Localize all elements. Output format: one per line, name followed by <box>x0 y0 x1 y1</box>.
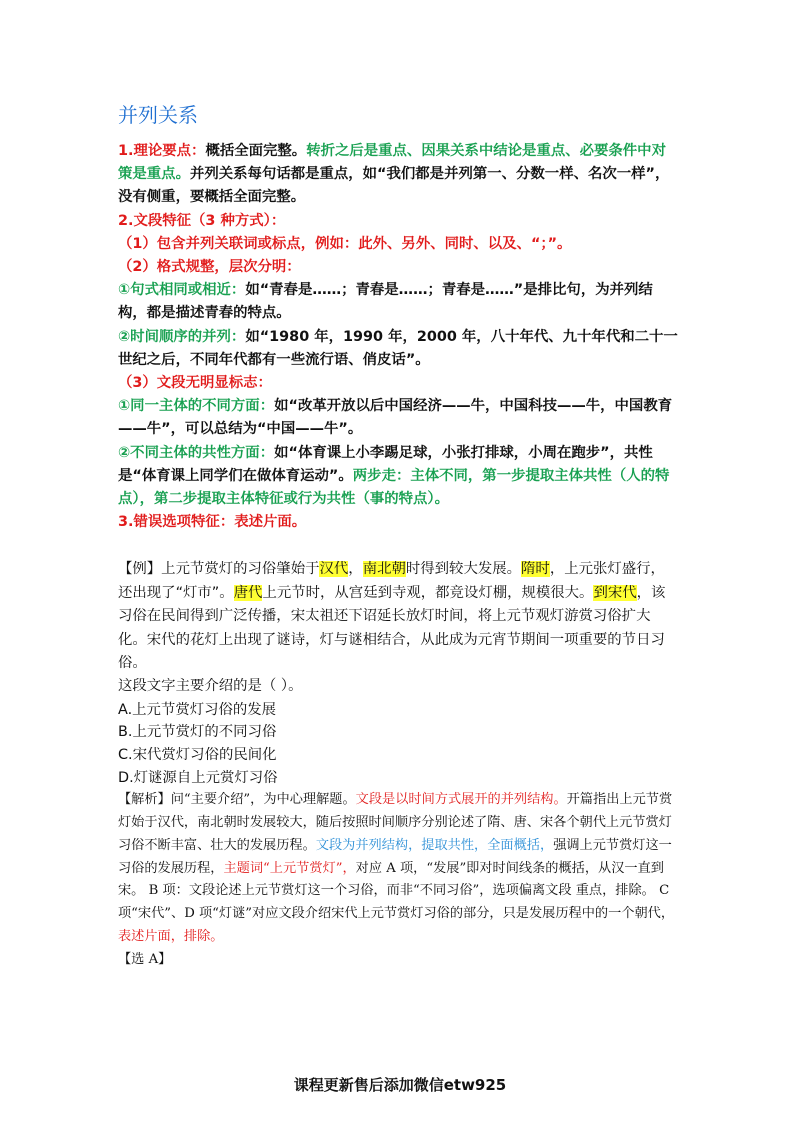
feature-3b-text: 如“体育课上小李踢足球，小张打排球，小周在跑步”，共性是“体育课上同学们在做体育运动”。 <box>118 444 653 484</box>
feature-3: （3）文段无明显标志： <box>118 375 272 392</box>
section-title: 并列关系 <box>118 103 198 127</box>
option-b: B.上元节赏灯的不同习俗 <box>118 724 277 741</box>
feature-2b-text: 如“1980 年，1990 年，2000 年，八十年代、九十年代和二十一世纪之后，不同年代都有一些流行语、俏皮话”。 <box>118 328 678 368</box>
feature-2a-text: 如“青春是……；青春是……；青春是……”是排比句，为并列结构，都是描述青春的特点。 <box>118 282 653 322</box>
answer: 【选 A】 <box>118 951 172 967</box>
feature-1: （1）包含并列关联词或标点，例如：此外、另外、同时、以及、“；”。 <box>118 235 572 252</box>
wrong-text: 表述片面。 <box>234 514 307 531</box>
feature-2: （2）格式规整，层次分明： <box>118 259 301 276</box>
example-text-2: ， <box>348 561 363 578</box>
footer-note: 课程更新售后添加微信etw925 <box>293 1076 507 1094</box>
theory-label: 1.理论要点： <box>118 143 206 159</box>
highlight-han: 汉代 <box>319 561 349 578</box>
analysis-text-2: 开篇指出上元节赏灯始于汉代，南北朝时发展较大，随后按照时间顺序分别论述了隋、唐、宋各个朝代上元节赏灯习俗不断丰富、壮大的发展历程。 <box>118 792 673 853</box>
option-d: D.灯谜源自上元赏灯习俗 <box>118 769 278 786</box>
example-text-4: ，上元张灯盛行，还出现了“灯市”。 <box>118 561 665 601</box>
analysis-text-1: 【解析】问“主要介绍”，为中心理解题。 <box>118 792 356 808</box>
feature-3a-text: 如“改革开放以后中国经济——牛，中国科技——牛，中国教育——牛”，可以总结为“中国——牛”。 <box>118 398 673 438</box>
theory-text-2: 并列关系每句话都是重点，如“我们都是并列第一、分数一样、名次一样”，没有侧重，要概括全面完整。 <box>118 166 670 206</box>
feature-2b <box>118 326 678 372</box>
example-text-1: 【例】上元节赏灯的习俗肇始于 <box>118 561 320 578</box>
features-heading: 2.文段特征（3 种方式）： <box>118 212 286 229</box>
feature-2a <box>118 279 678 325</box>
wrong-label: 3.错误选项特征： <box>118 514 235 531</box>
highlight-sui: 隋时 <box>521 561 550 578</box>
option-c: C.宋代赏灯习俗的民间化 <box>118 747 277 764</box>
highlight-tang: 唐代 <box>233 584 263 601</box>
wrong-option-feature <box>118 511 678 534</box>
feature-3a-label: ①同一主体的不同方面： <box>118 398 275 415</box>
example-text-5: 上元节时，从宫廷到寺观，都竞设灯棚，规模很大。 <box>262 584 594 601</box>
document-body <box>118 100 678 972</box>
analysis-text-3: 强调上元节赏灯这一习俗的发展历程， <box>118 837 672 876</box>
feature-3a <box>118 395 678 441</box>
highlight-song: 到宋代 <box>593 584 637 601</box>
analysis-paragraph <box>118 789 678 949</box>
theory-key-points: 转折之后是重点、因果关系中结论是重点、必要条件中对策是重点。 <box>118 143 666 183</box>
example-text-6: ，该习俗在民间得到广泛传播，宋太祖还下诏延长放灯时间，将上元节观灯游赏习俗扩大化。宋代的花灯上出现了谜诗，灯与谜相结合，从此成为元宵节期间一项重要的节日习俗。 <box>118 584 666 672</box>
option-a: A.上元节赏灯习俗的发展 <box>118 701 277 718</box>
analysis-red-3: 表述片面，排除。 <box>118 929 224 945</box>
analysis-blue-1: 文段为并列结构，提取共性，全面概括， <box>315 837 554 853</box>
example-passage <box>118 558 678 675</box>
feature-3b-label: ②不同主体的共性方面： <box>118 444 275 461</box>
analysis-red-1: 文段是以时间方式展开的并列结构。 <box>355 792 567 808</box>
feature-3b-steps: 两步走：主体不同，第一步提取主体共性（人的特点），第二步提取主体特征或行为共性（事的特点）。 <box>118 467 670 508</box>
highlight-nanbei: 南北朝 <box>362 561 406 578</box>
example-text-3: 时得到较大发展。 <box>405 561 522 578</box>
feature-3b <box>118 442 678 512</box>
question: 这段文字主要介绍的是（ ）。 <box>118 678 303 695</box>
feature-2a-label: ①句式相同或相近： <box>118 282 246 299</box>
analysis-text-4: 对应 A 项，“发展”即对时间线条的概括，从汉一直到宋。 B 项：文段论述上元节赏灯这一个习俗，而非“不同习俗”，选项偏离文段 重点，排除。 C 项“宋代”、D 项“灯谜”对应文段介绍宋代上元节赏灯习俗的部分，只是发展历程中的一个朝代， <box>118 860 675 922</box>
theory-text-1: 概括全面完整。 <box>205 143 307 159</box>
feature-2b-label: ②时间顺序的并列： <box>118 328 246 345</box>
analysis-red-2: 主题词“上元节赏灯”， <box>223 860 356 876</box>
theory-paragraph <box>118 140 678 210</box>
